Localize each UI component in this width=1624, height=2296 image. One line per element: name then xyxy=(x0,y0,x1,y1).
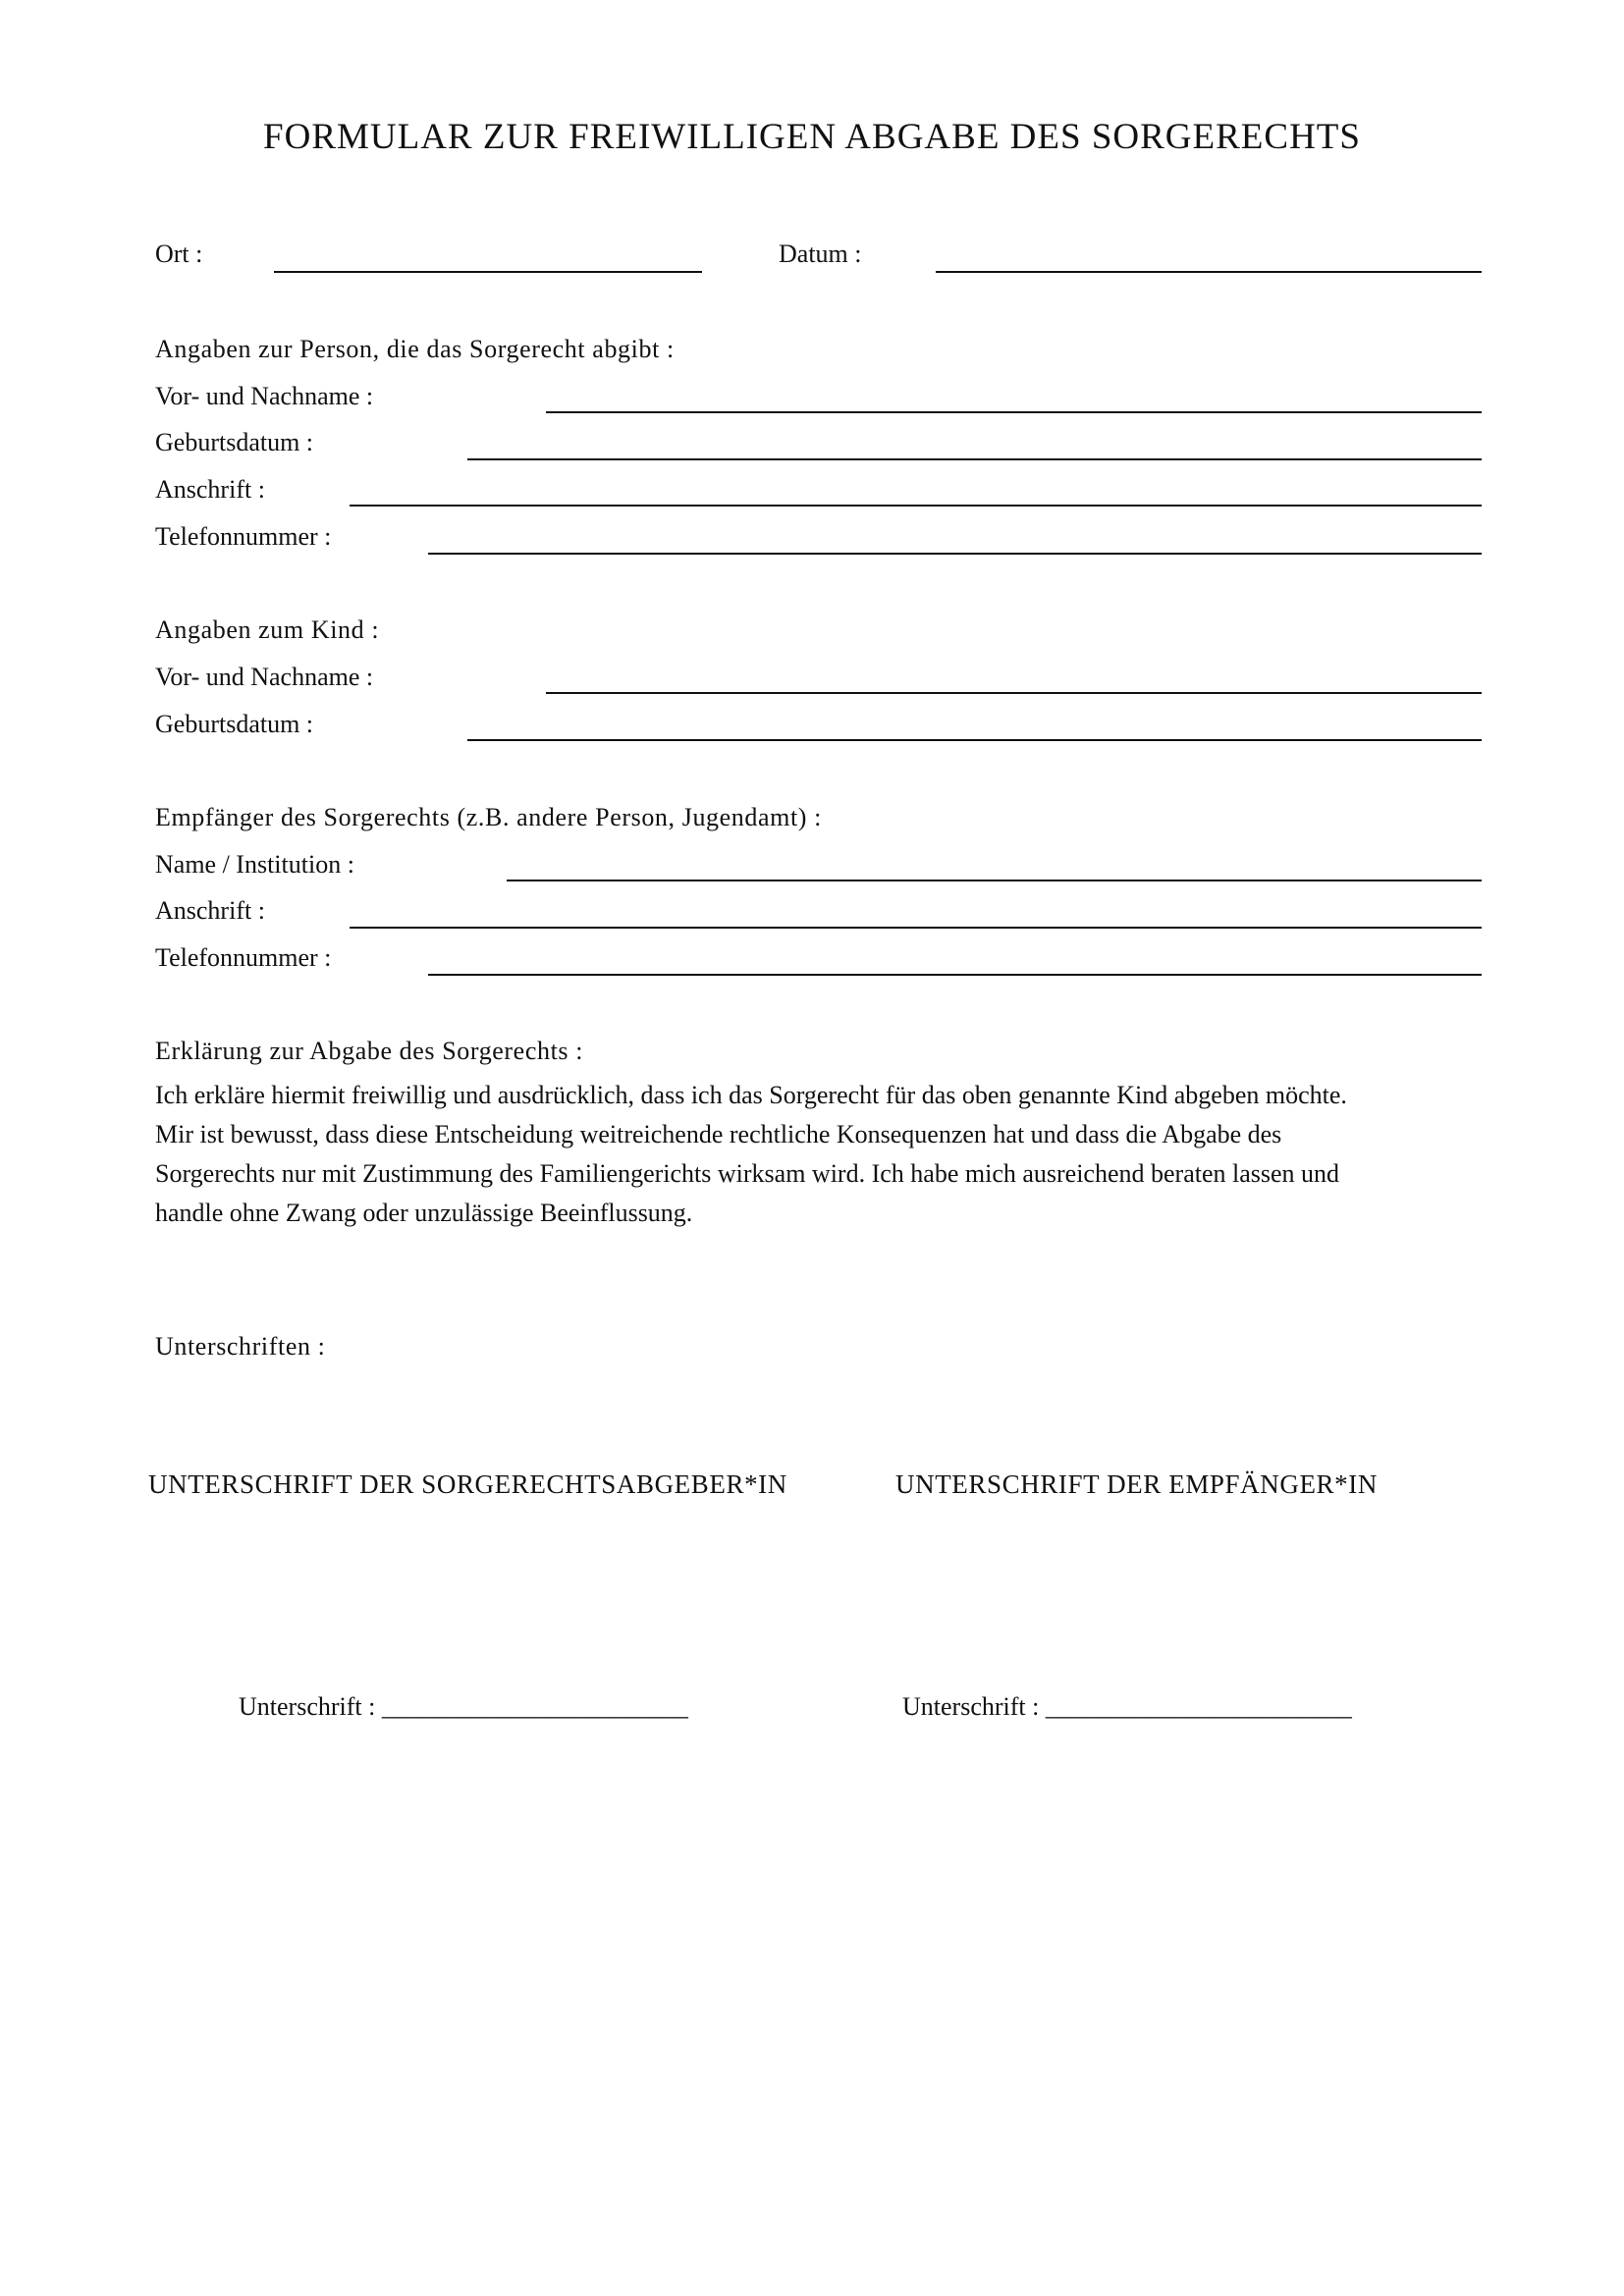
giver-signature-field[interactable]: Unterschrift : ________________________ xyxy=(239,1692,688,1721)
child-heading: Angaben zum Kind : xyxy=(155,615,380,644)
giver-address-label: Anschrift : xyxy=(155,475,265,504)
child-name-field[interactable] xyxy=(546,692,1482,694)
giver-name-label: Vor- und Nachname : xyxy=(155,382,374,410)
giver-name-field[interactable] xyxy=(546,411,1482,413)
page-title: FORMULAR ZUR FREIWILLIGEN ABGABE DES SORGERECHTS xyxy=(263,117,1361,157)
recipient-phone-field[interactable] xyxy=(428,974,1482,976)
giver-heading: Angaben zur Person, die das Sorgerecht abgibt : xyxy=(155,335,675,363)
giver-phone-label: Telefonnummer : xyxy=(155,522,332,551)
giver-birth-label: Geburtsdatum : xyxy=(155,428,314,456)
child-birth-label: Geburtsdatum : xyxy=(155,710,314,738)
declaration-line: Ich erkläre hiermit freiwillig und ausdrücklich, dass ich das Sorgerecht für das oben genannte Kind abgeben möchte. xyxy=(155,1081,1347,1109)
datum-field[interactable] xyxy=(936,271,1482,273)
signatures-heading: Unterschriften : xyxy=(155,1332,326,1361)
recipient-address-label: Anschrift : xyxy=(155,896,265,925)
recipient-signature-caption: UNTERSCHRIFT DER EMPFÄNGER*IN xyxy=(895,1469,1378,1499)
recipient-name-field[interactable] xyxy=(507,880,1482,881)
ort-field[interactable] xyxy=(274,271,702,273)
giver-address-field[interactable] xyxy=(350,505,1482,507)
giver-phone-field[interactable] xyxy=(428,553,1482,555)
giver-birth-field[interactable] xyxy=(467,458,1482,460)
child-birth-field[interactable] xyxy=(467,739,1482,741)
declaration-line: Mir ist bewusst, dass diese Entscheidung weitreichende rechtliche Konsequenzen hat und dass die Abgabe des xyxy=(155,1120,1282,1148)
declaration-text xyxy=(155,1076,1490,1233)
datum-label: Datum : xyxy=(779,240,862,268)
recipient-heading: Empfänger des Sorgerechts (z.B. andere Person, Jugendamt) : xyxy=(155,803,822,831)
recipient-signature-field[interactable]: Unterschrift : ________________________ xyxy=(902,1692,1352,1721)
recipient-phone-label: Telefonnummer : xyxy=(155,943,332,972)
recipient-name-label: Name / Institution : xyxy=(155,850,354,879)
declaration-line: Sorgerechts nur mit Zustimmung des Familiengerichts wirksam wird. Ich habe mich ausreichend beraten lassen und xyxy=(155,1159,1340,1188)
declaration-heading: Erklärung zur Abgabe des Sorgerechts : xyxy=(155,1037,584,1065)
giver-signature-caption: UNTERSCHRIFT DER SORGERECHTSABGEBER*IN xyxy=(148,1469,787,1499)
ort-label: Ort : xyxy=(155,240,203,268)
child-name-label: Vor- und Nachname : xyxy=(155,663,374,691)
recipient-address-field[interactable] xyxy=(350,927,1482,929)
declaration-line: handle ohne Zwang oder unzulässige Beeinflussung. xyxy=(155,1199,693,1227)
